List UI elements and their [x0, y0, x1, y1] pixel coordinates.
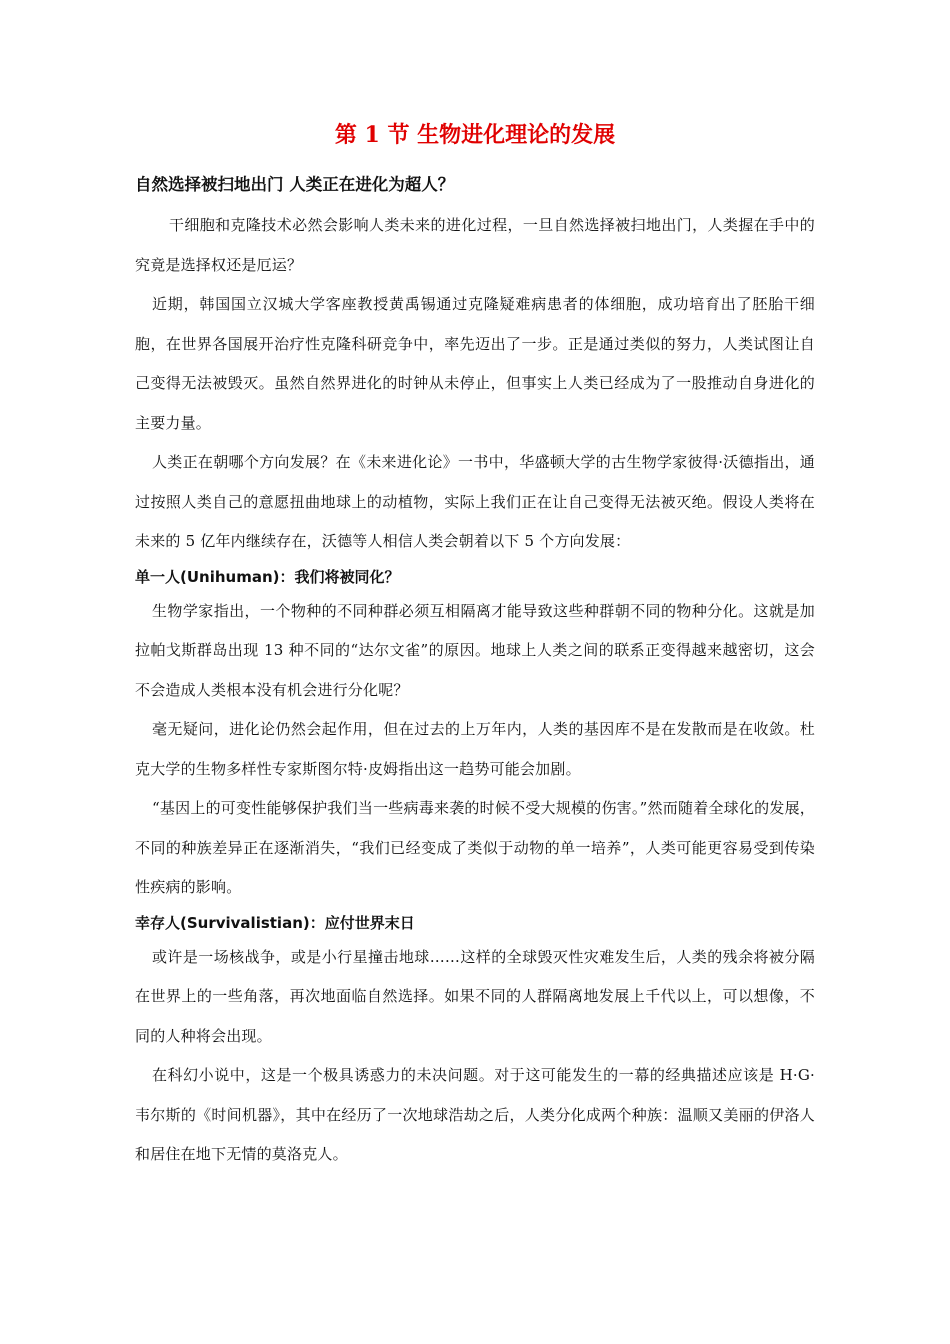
section-title: 第 1 节 生物进化理论的发展	[334, 122, 616, 148]
subheading-survivalistian: 幸存人(Survivalistian)：应付世界末日	[135, 913, 415, 932]
paragraph: 近期，韩国国立汉城大学客座教授黄禹锡通过克隆疑难病患者的体细胞，成功培育出了胚胎干细胞，在世界各国展开治疗性克隆科研竞争中，率先迈出了一步。正是通过类似的努力，人类试图让自己变得无法被毁灭。虽然自然界进化的时钟从未停止，但事实上人类已经成为了一股推动自身进化的主要力量。	[135, 295, 815, 432]
paragraph: 毫无疑问，进化论仍然会起作用，但在过去的上万年内，人类的基因库不是在发散而是在收敛。杜克大学的生物多样性专家斯图尔特·皮姆指出这一趋势可能会加剧。	[135, 720, 815, 778]
paragraph: 或许是一场核战争，或是小行星撞击地球……这样的全球毁灭性灾难发生后，人类的残余将被分隔在世界上的一些角落，再次地面临自然选择。如果不同的人群隔离地发展上千代以上，可以想像，不同的人种将会出现。	[135, 947, 815, 1045]
paragraph: 人类正在朝哪个方向发展？在《未来进化论》一书中，华盛顿大学的古生物学家彼得·沃德指出，通过按照人类自己的意愿扭曲地球上的动植物，实际上我们正在让自己变得无法被灭绝。假设人类将在未来的 5 亿年内继续存在，沃德等人相信人类会朝着以下 5 个方向发展：	[135, 453, 815, 550]
paragraph: 生物学家指出，一个物种的不同种群必须互相隔离才能导致这些种群朝不同的物种分化。这就是加拉帕戈斯群岛出现 13 种不同的“达尔文雀”的原因。地球上人类之间的联系正变得越来越密切，这会不会造成人类根本没有机会进行分化呢？	[135, 601, 815, 699]
paragraph: 在科幻小说中，这是一个极具诱惑力的未决问题。对于这可能发生的一幕的经典描述应该是 H·G·韦尔斯的《时间机器》，其中在经历了一次地球浩劫之后，人类分化成两个种族：温顺又美丽的伊洛人和居住在地下无情的莫洛克人。	[135, 1066, 815, 1163]
subheading-unihuman: 单一人(Unihuman)：我们将被同化？	[135, 567, 400, 586]
paragraph: “基因上的可变性能够保护我们当一些病毒来袭的时候不受大规模的伤害。”然而随着全球化的发展，不同的种族差异正在逐渐消失，“我们已经变成了类似于动物的单一培养”，人类可能更容易受到传染性疾病的影响。	[135, 799, 815, 896]
article-heading: 自然选择被扫地出门 人类正在进化为超人？	[135, 175, 455, 194]
paragraph-intro: 干细胞和克隆技术必然会影响人类未来的进化过程，一旦自然选择被扫地出门，人类握在手中的究竟是选择权还是厄运？	[135, 216, 815, 274]
